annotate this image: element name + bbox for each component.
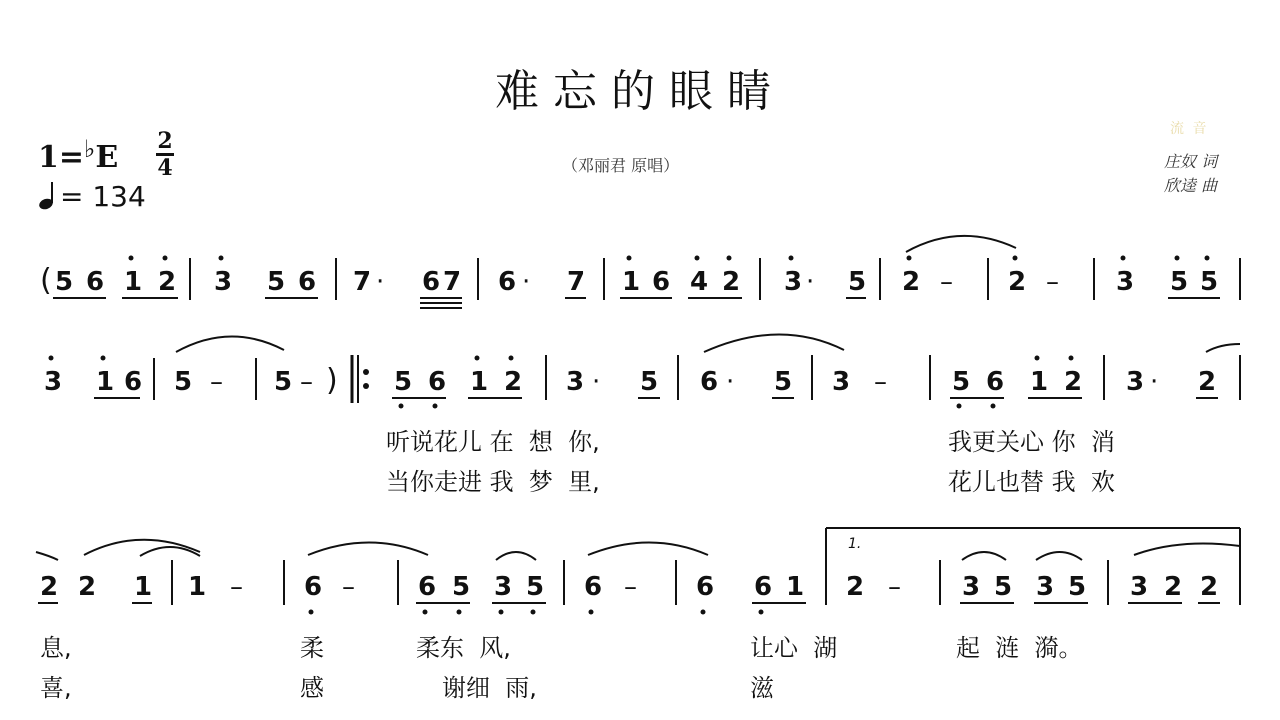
- dash: –: [940, 267, 953, 297]
- close-paren: ): [326, 363, 338, 398]
- dash: –: [888, 572, 901, 602]
- dot: ·: [592, 367, 601, 397]
- time-signature-bottom: 4: [157, 155, 173, 181]
- note: 6: [754, 572, 773, 602]
- note: 5: [452, 572, 471, 602]
- note: 3: [44, 367, 63, 397]
- tempo-value: = 134: [60, 180, 146, 213]
- dot: ·: [522, 267, 531, 297]
- note: 5: [952, 367, 971, 397]
- note: 3: [832, 367, 851, 397]
- note: 2: [1200, 572, 1219, 602]
- note: 1: [470, 367, 489, 397]
- note: 6: [696, 572, 715, 602]
- note: 3: [784, 267, 803, 297]
- note: 6: [298, 267, 317, 297]
- note: 3: [1116, 267, 1135, 297]
- note: 5: [1068, 572, 1087, 602]
- note: 3: [566, 367, 585, 397]
- lyric-line: 滋: [750, 674, 774, 702]
- dot: ·: [726, 367, 735, 397]
- lyric-line: 息,: [40, 634, 72, 662]
- note: 6: [418, 572, 437, 602]
- note: 3: [1036, 572, 1055, 602]
- note: 5: [1170, 267, 1189, 297]
- note: 6: [428, 367, 447, 397]
- flat-icon: ♭: [84, 134, 96, 163]
- dot: ·: [806, 267, 815, 297]
- dash: –: [624, 572, 637, 602]
- note: 6: [498, 267, 517, 297]
- note: 3: [1126, 367, 1145, 397]
- note: 5: [1200, 267, 1219, 297]
- key-note: E: [95, 140, 119, 175]
- note: 6: [124, 367, 143, 397]
- song-title: 难忘的眼睛: [495, 66, 785, 117]
- note: 6: [304, 572, 323, 602]
- dot: ·: [376, 267, 385, 297]
- lyric-line: 当你走进 我 梦 里,: [386, 468, 600, 496]
- note: 5: [174, 367, 193, 397]
- note: 5: [394, 367, 413, 397]
- note: 5: [640, 367, 659, 397]
- note: 1: [96, 367, 115, 397]
- lyric-line: 起 涟 漪。: [956, 634, 1083, 662]
- note: 5: [774, 367, 793, 397]
- note: 2: [902, 267, 921, 297]
- note: 1: [622, 267, 641, 297]
- note: 7: [443, 267, 462, 297]
- volta-label: 1.: [848, 536, 862, 552]
- note: 4: [690, 267, 709, 297]
- note: 1: [1030, 367, 1049, 397]
- note: 6: [422, 267, 441, 297]
- note: 6: [700, 367, 719, 397]
- dash: –: [1046, 267, 1059, 297]
- note: 2: [504, 367, 523, 397]
- lyric-line: 感: [300, 674, 324, 702]
- note: 6: [584, 572, 603, 602]
- note: 2: [1198, 367, 1217, 397]
- dash: –: [230, 572, 243, 602]
- lyric-line: 花儿也替 我 欢: [948, 468, 1115, 496]
- note: 5: [848, 267, 867, 297]
- note: 3: [962, 572, 981, 602]
- lyric-line: 柔东 风,: [416, 634, 511, 662]
- note: 5: [526, 572, 545, 602]
- dash: –: [874, 367, 887, 397]
- note: 7: [567, 267, 586, 297]
- dash: –: [342, 572, 355, 602]
- lyric-line: 喜,: [40, 674, 72, 702]
- note: 3: [1130, 572, 1149, 602]
- note: 5: [994, 572, 1013, 602]
- note: 3: [214, 267, 233, 297]
- note: 2: [40, 572, 59, 602]
- note: 1: [188, 572, 207, 602]
- note: 1: [786, 572, 805, 602]
- original-singer: （邓丽君 原唱）: [562, 156, 680, 175]
- note: 1: [124, 267, 143, 297]
- lyricist-credit: 庄奴 词: [1164, 152, 1218, 171]
- note: 3: [494, 572, 513, 602]
- note: 2: [78, 572, 97, 602]
- lyric-line: 我更关心 你 消: [948, 428, 1115, 456]
- note: 1: [134, 572, 153, 602]
- note: 2: [1064, 367, 1083, 397]
- note: 2: [1164, 572, 1183, 602]
- lyric-line: 听说花儿 在 想 你,: [386, 428, 600, 456]
- dash: –: [210, 367, 223, 397]
- key-prefix: 1=: [38, 140, 85, 175]
- open-paren: (: [40, 263, 52, 298]
- lyric-line: 柔: [300, 634, 324, 662]
- note: 6: [652, 267, 671, 297]
- time-signature-top: 2: [157, 128, 173, 154]
- note: 6: [986, 367, 1005, 397]
- note: 7: [353, 267, 372, 297]
- dot: ·: [1150, 367, 1159, 397]
- watermark: 流 音: [1170, 121, 1209, 137]
- note: 5: [55, 267, 74, 297]
- note: 2: [846, 572, 865, 602]
- note: 5: [274, 367, 293, 397]
- note: 2: [722, 267, 741, 297]
- note: 6: [86, 267, 105, 297]
- dash: –: [300, 367, 313, 397]
- composer-credit: 欣逵 曲: [1164, 176, 1218, 195]
- note: 5: [267, 267, 286, 297]
- lyric-line: 让心 湖: [750, 634, 838, 662]
- lyric-line: 谢细 雨,: [442, 674, 537, 702]
- note: 2: [1008, 267, 1027, 297]
- note: 2: [158, 267, 177, 297]
